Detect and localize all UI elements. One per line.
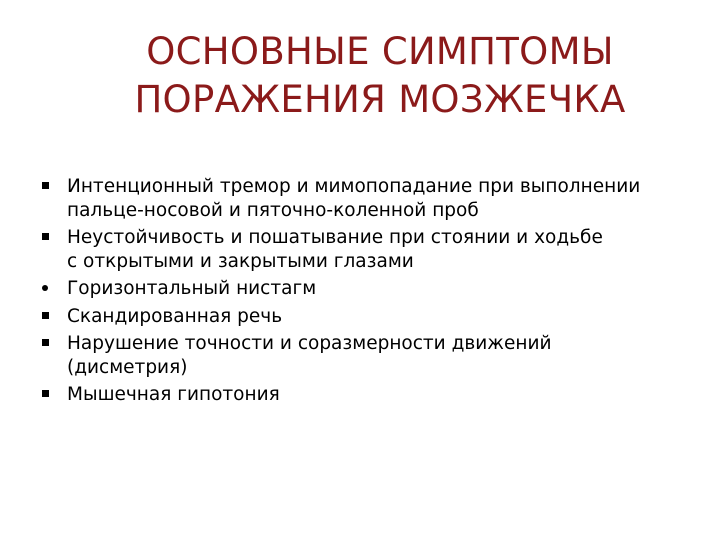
list-item-text: Мышечная гипотония: [67, 384, 280, 405]
list-item: [40, 332, 710, 379]
title-line-2: ПОРАЖЕНИЯ МОЗЖЕЧКА: [134, 78, 626, 121]
list-item-text: (дисметрия): [67, 356, 188, 378]
list-item-text: Неустойчивость и пошатывание при стоянии и ходьбе: [67, 227, 603, 248]
list-item-text: с открытыми и закрытыми глазами: [67, 250, 414, 272]
list-item-text: Горизонтальный нистагм: [67, 278, 317, 299]
title-line-1: ОСНОВНЫЕ СИМПТОМЫ: [146, 30, 614, 73]
dot-bullet-icon: [40, 277, 56, 301]
list-item: [40, 383, 710, 407]
list-item-text: пальце-носовой и пяточно-коленной проб: [67, 199, 479, 221]
list-item: [40, 226, 710, 273]
square-bullet-icon: [40, 383, 56, 407]
list-item-text: Интенционный тремор и мимопопадание при выполнении: [67, 176, 641, 197]
square-bullet-icon: [40, 226, 56, 250]
slide-title: [60, 28, 700, 124]
list-item-text: Скандированная речь: [67, 305, 283, 327]
list-item: [40, 305, 710, 329]
list-item: [40, 175, 710, 222]
square-bullet-icon: [40, 332, 56, 356]
list-item: [40, 277, 710, 301]
symptom-list: [40, 175, 710, 411]
square-bullet-icon: [40, 305, 56, 329]
list-item-text: Нарушение точности и соразмерности движений: [67, 333, 552, 354]
square-bullet-icon: [40, 175, 56, 199]
